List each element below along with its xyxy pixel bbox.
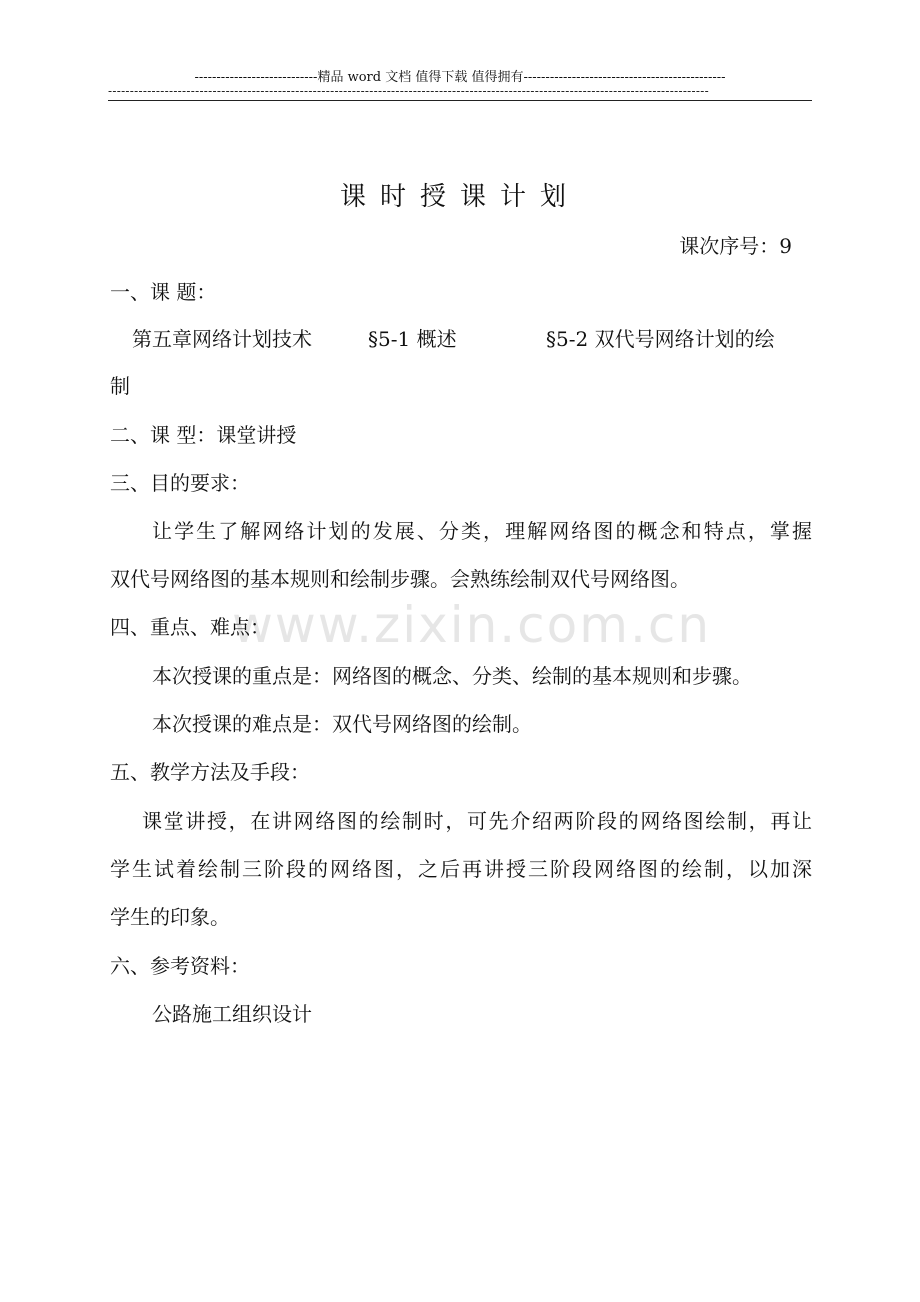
topic-section-2: §5-2 双代号网络计划的绘 <box>546 327 775 351</box>
topic-chapter: 第五章网络计划技术 <box>132 327 312 351</box>
goal-line-2: 双代号网络图的基本规则和绘制步骤。会熟练绘制双代号网络图。 <box>110 567 690 591</box>
goal-line-1: 让学生了解网络计划的发展、分类，理解网络图的概念和特点，掌握 <box>152 519 812 543</box>
reference-item: 公路施工组织设计 <box>152 1002 312 1026</box>
topic-section-1: §5-1 概述 <box>368 327 457 351</box>
method-line-1: 课堂讲授，在讲网络图的绘制时，可先介绍两阶段的网络图绘制，再让 <box>142 809 812 833</box>
method-line-3: 学生的印象。 <box>110 905 230 929</box>
topic-line-2: 制 <box>110 374 130 398</box>
difficult-point-line: 本次授课的难点是：双代号网络图的绘制。 <box>152 712 532 736</box>
page-header-dashes: ------------------------------------------------------------------------------------------------------------------------------------------ <box>108 84 709 98</box>
watermark: www.zixin.com.cn <box>232 596 712 654</box>
goal-heading: 三、目的要求： <box>110 471 250 495</box>
method-heading: 五、教学方法及手段： <box>110 760 310 784</box>
reference-heading: 六、参考资料： <box>110 954 250 978</box>
type-heading: 二、课 型：课堂讲授 <box>110 423 297 447</box>
header-divider <box>108 100 812 101</box>
key-point-line: 本次授课的重点是：网络图的概念、分类、绘制的基本规则和步骤。 <box>152 664 752 688</box>
key-heading: 四、重点、难点： <box>110 615 270 639</box>
page-title: 课时授课计划 <box>339 182 580 212</box>
page-header-banner: ----------------------------精品 word 文档 值得下载 值得拥有---------------------------------------------- <box>194 70 726 85</box>
lesson-number: 课次序号：9 <box>679 234 792 258</box>
method-line-2: 学生试着绘制三阶段的网络图，之后再讲授三阶段网络图的绘制，以加深 <box>110 857 812 881</box>
topic-heading: 一、课 题： <box>110 280 217 304</box>
